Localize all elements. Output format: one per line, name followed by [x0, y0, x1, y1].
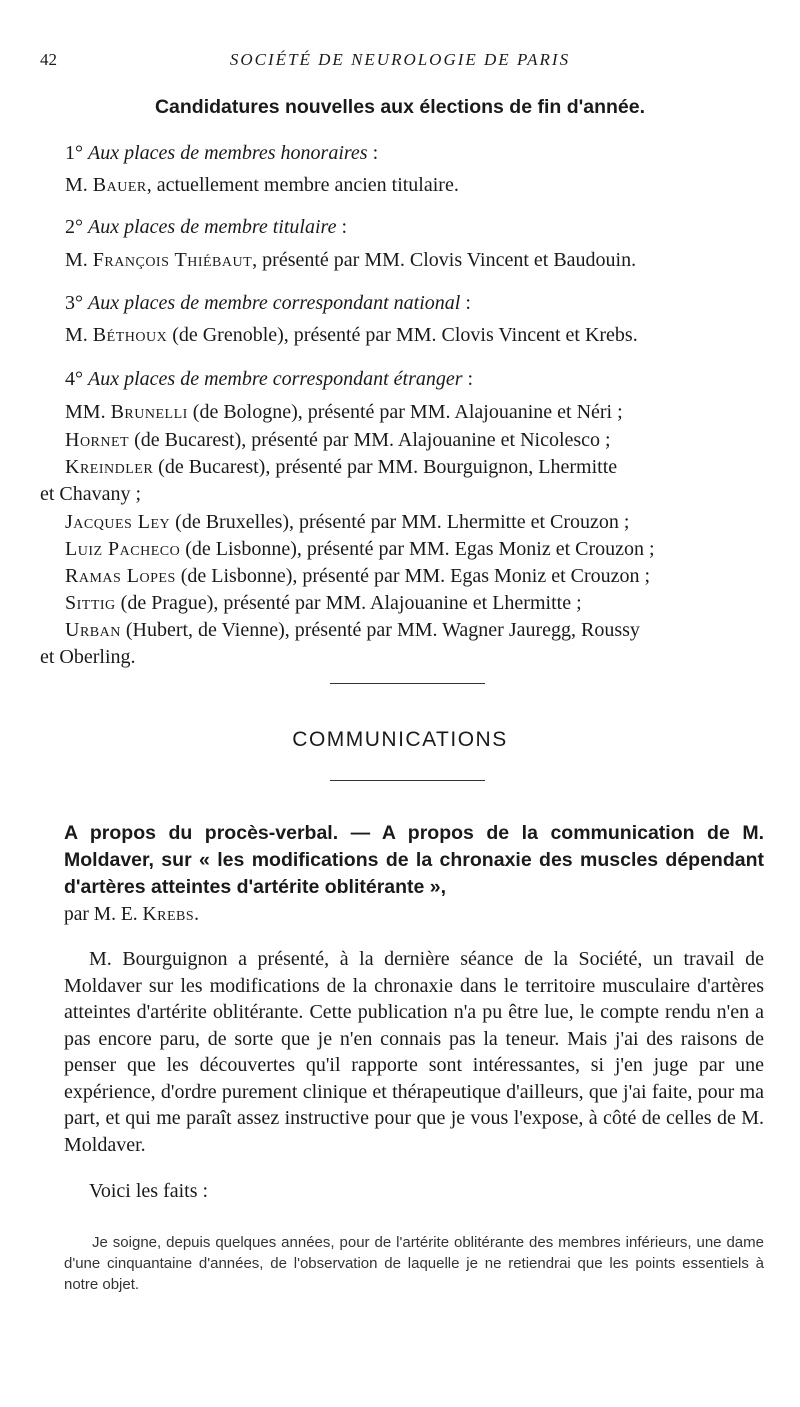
- candidate-details: et Chavany ;: [40, 483, 142, 505]
- candidatures-heading: Candidatures nouvelles aux élections de fin d'année.: [154, 96, 646, 118]
- page-number: 42: [40, 50, 57, 69]
- section-colon: :: [367, 142, 379, 164]
- candidate-line: [65, 536, 655, 562]
- candidate-prefix: M.: [65, 324, 93, 346]
- section-1-heading: [65, 140, 378, 166]
- section-colon: :: [336, 216, 348, 238]
- section-colon: :: [460, 292, 471, 314]
- author-name: Krebs: [142, 904, 195, 925]
- candidate-line: [65, 617, 640, 643]
- section-title: Aux places de membres honoraires: [88, 142, 368, 164]
- candidate-name: Sittig: [65, 592, 116, 614]
- section-number: 1°: [65, 142, 83, 164]
- article-author: [64, 904, 199, 925]
- candidate-line: [65, 399, 623, 425]
- candidate-line: [65, 172, 459, 198]
- candidate-details: (de Bologne), présenté par MM. Alajouanine et Néri ;: [187, 401, 623, 423]
- candidate-details: (Hubert, de Vienne), présenté par MM. Wagner Jauregg, Roussy: [120, 619, 640, 641]
- candidate-details: et Oberling.: [40, 646, 136, 668]
- section-3-heading: [65, 290, 471, 316]
- section-title: Aux places de membre correspondant étranger: [88, 368, 463, 390]
- candidate-line: [65, 509, 629, 535]
- candidate-line: [65, 590, 582, 616]
- candidate-name: Ramas Lopes: [65, 565, 176, 587]
- section-number: 4°: [65, 368, 83, 390]
- candidate-line: [65, 427, 611, 453]
- section-number: 3°: [65, 292, 83, 314]
- candidate-details: (de Bucarest), présenté par MM. Bourguignon, Lhermitte: [153, 456, 618, 478]
- candidate-line-continuation: [40, 644, 136, 670]
- candidate-line-continuation: [40, 481, 141, 507]
- candidate-details: (de Lisbonne), présenté par MM. Egas Moniz et Crouzon ;: [180, 538, 655, 560]
- communications-heading: COMMUNICATIONS: [292, 728, 508, 751]
- candidate-name: Bauer: [92, 174, 147, 196]
- candidate-details: (de Bucarest), présenté par MM. Alajouanine et Nicolesco ;: [129, 429, 611, 451]
- candidate-line: [65, 322, 638, 348]
- candidate-name: Hornet: [65, 429, 130, 451]
- candidate-prefix: MM.: [65, 401, 111, 423]
- candidate-details: , actuellement membre ancien titulaire.: [146, 174, 459, 196]
- candidate-details: , présenté par MM. Clovis Vincent et Baudouin.: [252, 249, 637, 271]
- candidate-line: [65, 563, 650, 589]
- separator-rule: [330, 780, 485, 781]
- candidate-prefix: M.: [65, 249, 93, 271]
- running-title: SOCIÉTÉ DE NEUROLOGIE DE PARIS: [229, 50, 571, 69]
- section-4-heading: [65, 366, 473, 392]
- candidate-details: (de Prague), présenté par MM. Alajouanine et Lhermitte ;: [115, 592, 582, 614]
- section-title: Aux places de membre correspondant national: [88, 292, 461, 314]
- section-number: 2°: [65, 216, 83, 238]
- candidate-line: [65, 454, 617, 480]
- candidate-line: [65, 247, 636, 273]
- candidate-name: Urban: [65, 619, 121, 641]
- author-suffix: .: [194, 904, 200, 925]
- candidate-name: Kreindler: [65, 456, 154, 478]
- section-2-heading: [65, 214, 347, 240]
- candidate-name: Brunelli: [110, 401, 188, 423]
- article-title: A propos du procès-verbal. — A propos de la communication de M. Moldaver, sur « les modifications de la chronaxie des muscles dépendant d'artères atteintes d'artérite oblitérante »,: [64, 822, 764, 898]
- candidate-prefix: M.: [65, 174, 93, 196]
- candidate-name: Luiz Pacheco: [65, 538, 181, 560]
- author-prefix: par M. E.: [64, 904, 143, 925]
- section-title: Aux places de membre titulaire: [88, 216, 337, 238]
- candidate-details: (de Lisbonne), présenté par MM. Egas Moniz et Crouzon ;: [175, 565, 651, 587]
- candidate-name: Jacques Ley: [65, 511, 171, 533]
- facts-intro: Voici les faits :: [89, 1180, 209, 1202]
- article-title-block: [64, 820, 764, 928]
- candidate-name: François Thiébaut: [92, 249, 253, 271]
- candidate-details: (de Grenoble), présenté par MM. Clovis Vincent et Krebs.: [167, 324, 638, 346]
- candidate-name: Béthoux: [92, 324, 168, 346]
- observation-paragraph: Je soigne, depuis quelques années, pour de l'artérite oblitérante des membres inférieurs, une dame d'une cinquantaine d'années, de l'observation de laquelle je ne retiendrai que les points essentiels à notre objet.: [64, 1234, 764, 1293]
- section-colon: :: [462, 368, 474, 390]
- article-paragraph: M. Bourguignon a présenté, à la dernière séance de la Société, un travail de Moldaver sur les modifications de la chronaxie dans le territoire musculaire d'artères atteintes d'artérite oblitérante. Cette publication n'a pu être lue, le compte rendu n'en a pas encore paru, de sorte que je n'en connais pas la teneur. Mais j'ai des raisons de penser que les découvertes qu'il rapporte sont intéressantes, si j'en juge par une expérience, d'ordre purement clinique et thérapeutique d'ailleurs, que j'ai faite, pour ma part, et qui me paraît assez instructive pour que je vous l'expose, à côté de celles de M. Moldaver.: [64, 948, 764, 1156]
- separator-rule: [330, 683, 485, 684]
- candidate-details: (de Bruxelles), présenté par MM. Lhermitte et Crouzon ;: [170, 511, 630, 533]
